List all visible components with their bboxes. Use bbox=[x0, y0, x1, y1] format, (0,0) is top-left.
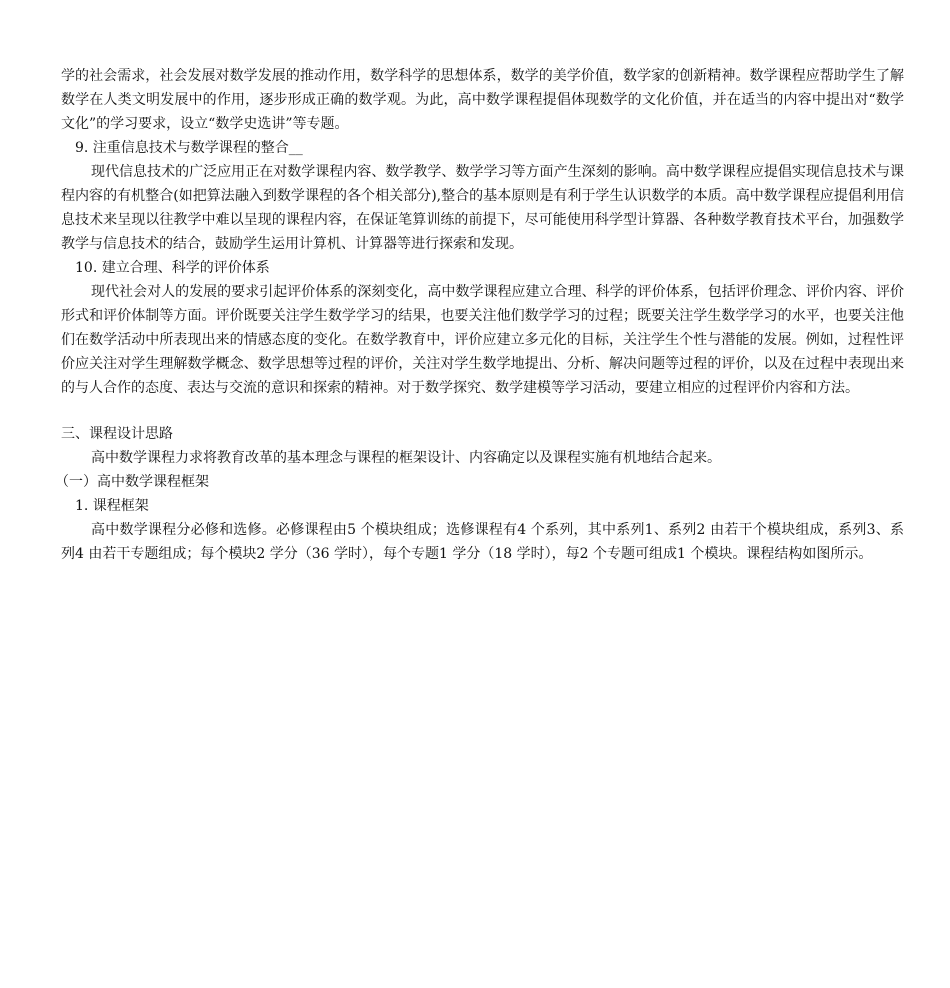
paragraph-evaluation-system: 现代社会对人的发展的要求引起评价体系的深刻变化，高中数学课程应建立合理、科学的评价体系，包括评价理念、评价内容、评价形式和评价体制等方面。评价既要关注学生数学学习的结果，也要关注他们数学学习的过程；既要关注学生数学学习的水平，也要关注他们在数学活动中所表现出来的情感态度的变化。在数学教育中，评价应建立多元化的目标，关注学生个性与潜能的发展。例如，过程性评价应关注对学生理解数学概念、数学思想等过程的评价，关注对学生数学地提出、分析、解决问题等过程的评价，以及在过程中表现出来的与人合作的态度、表达与交流的意识和探索的精神。对于数学探究、数学建模等学习活动，要建立相应的过程评价内容和方法。 bbox=[61, 284, 904, 396]
heading-9-it-integration: 9. 注重信息技术与数学课程的整合__ bbox=[75, 140, 303, 156]
paragraph-course-framework: 高中数学课程分必修和选修。必修课程由5 个模块组成；选修课程有4 个系列，其中系列1、系列2 由若干个模块组成，系列3、系列4 由若干专题组成；每个模块2 学分（36 学时），每个专题1 学分（18 学时），每2 个专题可组成1 个模块。课程结构如图所示。 bbox=[61, 522, 904, 562]
section-spacer bbox=[61, 400, 904, 422]
paragraph-course-design-intro: 高中数学课程力求将教育改革的基本理念与课程的框架设计、内容确定以及课程实施有机地结合起来。 bbox=[91, 450, 721, 466]
heading-1-course-framework: 1. 课程框架 bbox=[75, 498, 149, 514]
document-page bbox=[55, 64, 904, 566]
heading-subsection-framework: （一）高中数学课程框架 bbox=[55, 474, 209, 490]
paragraph-it-integration: 现代信息技术的广泛应用正在对数学课程内容、数学教学、数学学习等方面产生深刻的影响。高中数学课程应提倡实现信息技术与课程内容的有机整合(如把算法融入到数学课程的各个相关部分),整合的基本原则是有利于学生认识数学的本质。高中数学课程应提倡利用信息技术来呈现以往教学中难以呈现的课程内容，在保证笔算训练的前提下，尽可能使用科学型计算器、各种数学教育技术平台，加强数学教学与信息技术的结合，鼓励学生运用计算机、计算器等进行探索和发现。 bbox=[61, 164, 904, 252]
paragraph-math-culture: 学的社会需求，社会发展对数学发展的推动作用，数学科学的思想体系，数学的美学价值，数学家的创新精神。数学课程应帮助学生了解数学在人类文明发展中的作用，逐步形成正确的数学观。为此，高中数学课程提倡体现数学的文化价值，并在适当的内容中提出对“数学文化”的学习要求，设立“数学史选讲”等专题。 bbox=[61, 68, 904, 132]
heading-10-evaluation-system: 10. 建立合理、科学的评价体系 bbox=[75, 260, 270, 276]
heading-section-3-course-design: 三、课程设计思路 bbox=[61, 426, 173, 442]
